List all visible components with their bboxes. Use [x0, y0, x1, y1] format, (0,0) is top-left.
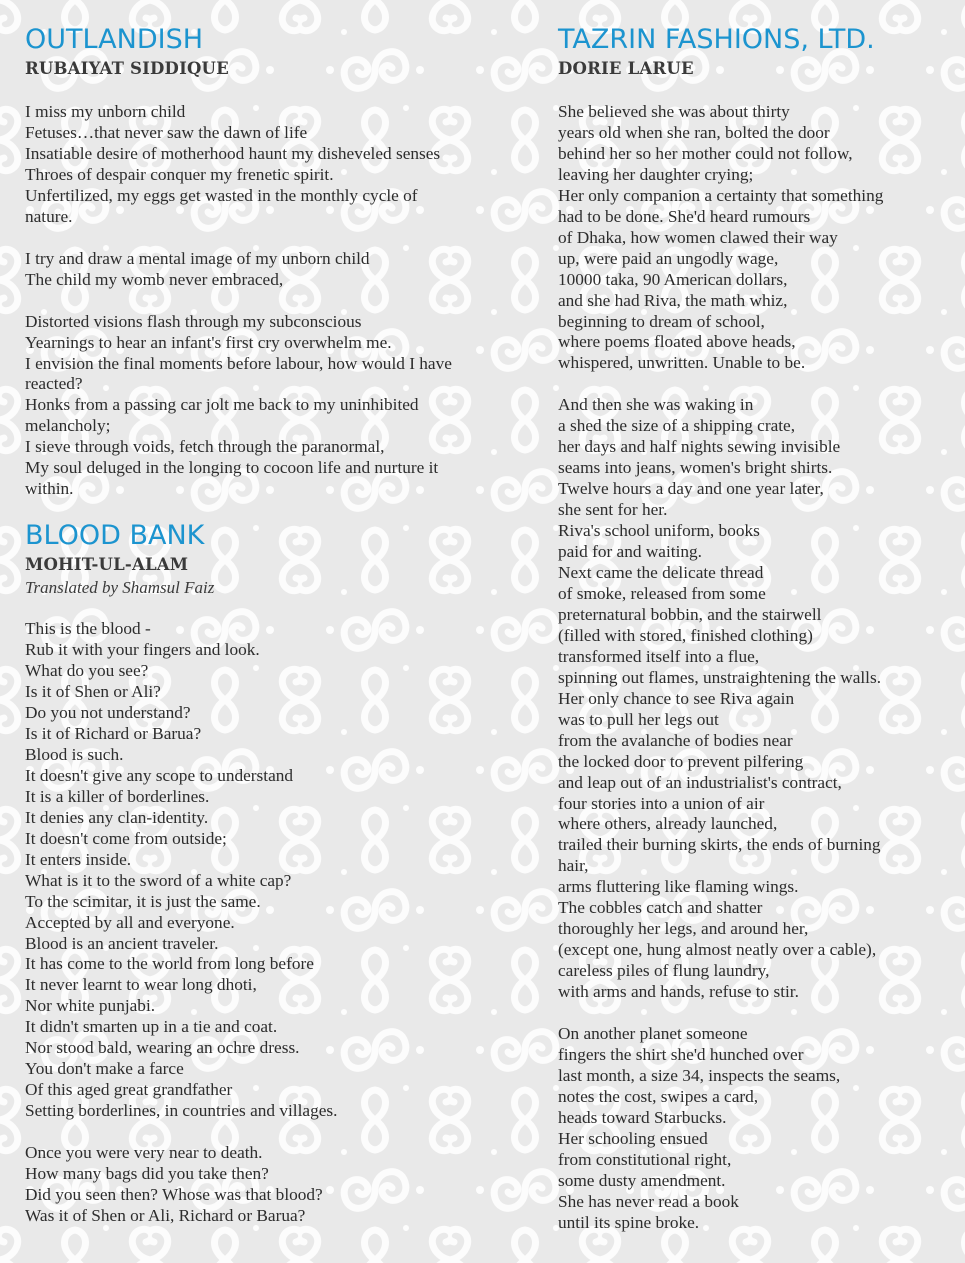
poem-line: 10000 taka, 90 American dollars,	[558, 269, 788, 289]
poem-line: She has never read a book	[558, 1191, 739, 1211]
poem-line: and leap out of an industrialist's contract,	[558, 772, 842, 792]
poem-line: with arms and hands, refuse to stir.	[558, 982, 799, 1002]
poem-line: some dusty amendment.	[558, 1170, 726, 1190]
poem-line: Rub it with your fingers and look.	[25, 640, 260, 660]
poem-line: On another planet someone	[558, 1024, 748, 1044]
poem-line: melancholy;	[25, 416, 111, 436]
poem-line: It denies any clan-identity.	[25, 807, 209, 827]
poem-line: within.	[25, 479, 74, 499]
stanza	[558, 1024, 953, 1234]
poem-line: notes the cost, swipes a card,	[558, 1086, 759, 1106]
poem-line: was to pull her legs out	[558, 709, 719, 729]
poem-line: Nor stood bald, wearing an ochre dress.	[25, 1038, 300, 1058]
poem-author: RUBAIYAT SIDDIQUE	[25, 59, 229, 78]
poem-line: To the scimitar, it is just the same.	[25, 891, 261, 911]
poem-line: I try and draw a mental image of my unborn child	[25, 248, 370, 268]
poem-line: careless piles of flung laundry,	[558, 961, 770, 981]
poem-body	[558, 102, 953, 1234]
poem-line: nature.	[25, 206, 73, 226]
poem-line: Of this aged great grandfather	[25, 1080, 233, 1100]
poem-line: preternatural bobbin, and the stairwell	[558, 604, 822, 624]
poem-line: Once you were very near to death.	[25, 1143, 263, 1163]
poem-line: arms fluttering like flaming wings.	[558, 877, 799, 897]
poem-line: Blood is an ancient traveler.	[25, 933, 219, 953]
poem-line: Distorted visions flash through my subconscious	[25, 311, 362, 331]
poem-line: spinning out flames, unstraightening the walls.	[558, 667, 882, 687]
poem-line: where others, already launched,	[558, 814, 778, 834]
poem-title: BLOOD BANK	[25, 520, 205, 552]
poem-author: DORIE LARUE	[558, 59, 694, 78]
poem-tazrin-fashions	[558, 24, 953, 1234]
poem-line: fingers the shirt she'd hunched over	[558, 1044, 804, 1064]
poem-line: four stories into a union of air	[558, 793, 765, 813]
poem-line: What is it to the sword of a white cap?	[25, 870, 292, 890]
poem-line: What do you see?	[25, 661, 149, 681]
poem-line: Her schooling ensued	[558, 1128, 708, 1148]
poem-title: TAZRIN FASHIONS, LTD.	[558, 24, 875, 55]
poem-line: Throes of despair conquer my frenetic spirit.	[25, 164, 334, 184]
poem-line: (except one, hung almost neatly over a cable),	[558, 940, 877, 960]
poem-line: Was it of Shen or Ali, Richard or Barua?	[25, 1205, 306, 1225]
poem-line: behind her so her mother could not follow,	[558, 143, 853, 163]
poem-line: a shed the size of a shipping crate,	[558, 416, 796, 436]
poem-line: Do you not understand?	[25, 703, 191, 723]
stanza	[25, 1143, 530, 1227]
poem-line: She believed she was about thirty	[558, 102, 790, 121]
left-column	[25, 24, 530, 1227]
poem-line: Fetuses…that never saw the dawn of life	[25, 122, 308, 142]
poem-line: Nor white punjabi.	[25, 996, 156, 1016]
poem-line: And then she was waking in	[558, 395, 754, 415]
stanza	[25, 619, 530, 1122]
poem-line: Riva's school uniform, books	[558, 521, 760, 541]
poem-body	[25, 619, 530, 1227]
stanza	[558, 395, 953, 1003]
poem-line: I sieve through voids, fetch through the paranormal,	[25, 437, 385, 457]
stanza	[558, 102, 953, 374]
poem-line: You don't make a farce	[25, 1059, 184, 1079]
poem-line: and she had Riva, the math whiz,	[558, 290, 788, 310]
poem-line: up, were paid an ungodly wage,	[558, 248, 779, 268]
poem-line: I miss my unborn child	[25, 102, 186, 121]
poem-line: It doesn't give any scope to understand	[25, 765, 294, 785]
poem-line: reacted?	[25, 374, 83, 394]
poem-line: transformed itself into a flue,	[558, 646, 760, 666]
poem-line: had to be done. She'd heard rumours	[558, 206, 811, 226]
poem-line: Is it of Richard or Barua?	[25, 723, 202, 743]
poem-blood-bank	[25, 520, 530, 1227]
poem-outlandish	[25, 24, 530, 500]
poem-line: heads toward Starbucks.	[558, 1107, 727, 1127]
poem-line: I envision the final moments before labour, how would I have	[25, 353, 452, 373]
poem-line: It never learnt to wear long dhoti,	[25, 975, 257, 995]
poem-line: of smoke, released from some	[558, 583, 766, 603]
poem-line: This is the blood -	[25, 619, 151, 639]
poem-line: It enters inside.	[25, 849, 132, 869]
poem-line: It didn't smarten up in a tie and coat.	[25, 1017, 278, 1037]
poem-line: Yearnings to hear an infant's first cry overwhelm me.	[25, 332, 392, 352]
poem-line: from constitutional right,	[558, 1149, 732, 1169]
poem-line: thoroughly her legs, and around her,	[558, 919, 809, 939]
poem-line: years old when she ran, bolted the door	[558, 122, 830, 142]
poem-line: beginning to dream of school,	[558, 311, 765, 331]
poem-line: Unfertilized, my eggs get wasted in the monthly cycle of	[25, 185, 418, 205]
poem-line: Setting borderlines, in countries and villages.	[25, 1101, 338, 1121]
poem-line: Her only companion a certainty that something	[558, 185, 884, 205]
poem-line: Did you seen then? Whose was that blood?	[25, 1184, 323, 1204]
poem-line: hair,	[558, 856, 589, 876]
stanza	[25, 249, 530, 291]
poem-line: from the avalanche of bodies near	[558, 730, 793, 750]
poem-line: How many bags did you take then?	[25, 1164, 269, 1184]
poem-line: whispered, unwritten. Unable to be.	[558, 353, 806, 373]
poem-body	[25, 102, 530, 500]
right-column	[558, 24, 953, 1234]
poem-line: paid for and waiting.	[558, 542, 702, 562]
poem-line: leaving her daughter crying;	[558, 164, 754, 184]
poem-line: It doesn't come from outside;	[25, 828, 227, 848]
poem-line: Accepted by all and everyone.	[25, 912, 235, 932]
poem-line: Honks from a passing car jolt me back to my uninhibited	[25, 395, 419, 415]
poem-line: Insatiable desire of motherhood haunt my disheveled senses	[25, 143, 441, 163]
poem-line: It has come to the world from long before	[25, 954, 314, 974]
poem-line: The child my womb never embraced,	[25, 269, 284, 289]
poem-translator: Translated by Shamsul Faiz	[25, 578, 215, 598]
poem-line: where poems floated above heads,	[558, 332, 796, 352]
poem-line: her days and half nights sewing invisible	[558, 437, 841, 457]
poem-line: Twelve hours a day and one year later,	[558, 479, 824, 499]
poem-line: seams into jeans, women's bright shirts.	[558, 458, 833, 478]
stanza	[25, 102, 530, 228]
poem-line: until its spine broke.	[558, 1212, 700, 1232]
poem-line: My soul deluged in the longing to cocoon life and nurture it	[25, 458, 439, 478]
poem-line: she sent for her.	[558, 500, 668, 520]
poem-line: of Dhaka, how women clawed their way	[558, 227, 838, 247]
poem-title: OUTLANDISH	[25, 24, 204, 55]
poem-line: Blood is such.	[25, 744, 124, 764]
poem-line: The cobbles catch and shatter	[558, 898, 763, 918]
poem-line: It is a killer of borderlines.	[25, 786, 210, 806]
poem-line: trailed their burning skirts, the ends of burning	[558, 835, 881, 855]
poem-line: Her only chance to see Riva again	[558, 688, 795, 708]
poem-author: MOHIT-UL-ALAM	[25, 555, 189, 575]
poem-line: last month, a size 34, inspects the seams,	[558, 1065, 841, 1085]
poem-line: the locked door to prevent pilfering	[558, 751, 804, 771]
stanza	[25, 312, 530, 501]
poem-line: Next came the delicate thread	[558, 563, 764, 583]
poem-line: Is it of Shen or Ali?	[25, 682, 161, 702]
poem-line: (filled with stored, finished clothing)	[558, 625, 813, 645]
